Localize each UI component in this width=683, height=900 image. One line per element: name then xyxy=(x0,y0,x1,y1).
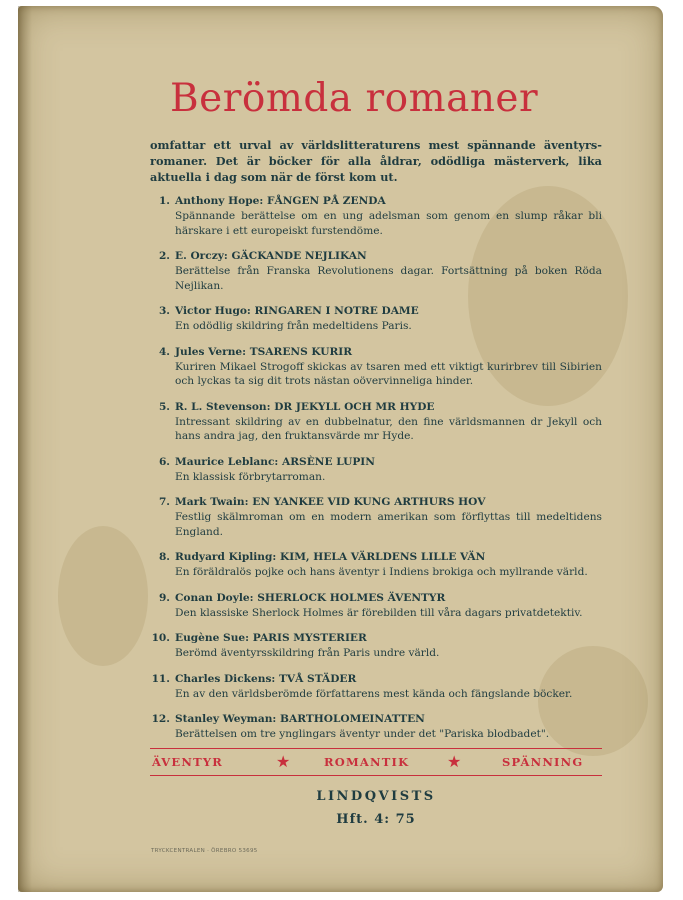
book-author: E. Orczy: xyxy=(175,250,228,262)
book-title: TSARENS KURIR xyxy=(249,345,353,358)
book-number: 10. xyxy=(151,632,170,644)
book-author: Jules Verne: xyxy=(175,345,247,358)
book-description: Berättelse från Franska Revolutionens dagar. Fortsättning på boken Röda Nejlikan. xyxy=(175,265,602,292)
book-description: Berömd äventyrsskildring från Paris undre värld. xyxy=(175,647,440,659)
book-number: 4. xyxy=(158,345,170,358)
book-description: En klassisk förbrytarroman. xyxy=(175,470,326,483)
book-description: En föräldralös pojke och hans äventyr i Indiens brokiga och myllrande värld. xyxy=(175,566,588,578)
book-description: Berättelsen om tre ynglingars äventyr under det "Pariska blodbadet". xyxy=(175,728,550,740)
book-title: FÅNGEN PÅ ZENDA xyxy=(266,195,386,207)
book-heading xyxy=(150,631,602,646)
publisher-name: LINDQVISTS xyxy=(316,789,436,804)
spine-shadow xyxy=(18,6,32,892)
book-back-cover xyxy=(18,6,663,892)
list-item xyxy=(150,631,602,661)
book-title: ARSÈNE LUPIN xyxy=(282,455,375,468)
book-heading xyxy=(150,455,602,470)
book-author: Victor Hugo: xyxy=(175,305,251,317)
book-number: 12. xyxy=(151,713,170,725)
list-item xyxy=(150,495,602,539)
list-item xyxy=(150,712,602,742)
paper-stain xyxy=(58,526,148,666)
book-heading xyxy=(150,712,602,727)
book-number: 6. xyxy=(158,455,170,468)
book-description: Kuriren Mikael Strogoff skickas av tsaren med ett viktigt kurirbrev till Sibirien och lyckas ta sig dit trots nästan oövervinneliga hinder. xyxy=(175,360,602,387)
book-author: Rudyard Kipling: xyxy=(175,551,277,563)
book-author: Stanley Weyman: xyxy=(175,713,277,725)
book-description: Den klassiske Sherlock Holmes är förebilden till våra dagars privatdetektiv. xyxy=(175,606,583,619)
book-heading xyxy=(150,495,602,510)
book-description: Festlig skälmroman om en modern amerikan som förflyttas till medeltidens England. xyxy=(175,511,602,538)
book-title: BARTHOLOMEINATTEN xyxy=(280,713,425,725)
printer-imprint: TRYCKCENTRALEN · ÖREBRO 53695 xyxy=(151,848,258,854)
book-description: En av den världsberömde författarens mest kända och fängslande böcker. xyxy=(175,687,573,700)
book-author: Conan Doyle: xyxy=(175,591,254,604)
list-item xyxy=(150,345,602,389)
intro-paragraph: omfattar ett urval av världslitteraturens mest spännande äventyrsromaner. Det är böcker för alla åldrar, odödliga mästerverk, lika aktuella i dag som när de först kom ut. xyxy=(150,138,602,184)
banner-word-romantik: ROMANTIK xyxy=(324,755,410,769)
book-author: Anthony Hope: xyxy=(175,195,264,207)
book-heading xyxy=(150,194,602,209)
price-label: Hft. 4: 75 xyxy=(336,812,416,827)
book-heading xyxy=(150,249,602,264)
book-description: En odödlig skildring från medeltidens Paris. xyxy=(175,320,412,332)
book-heading xyxy=(150,304,602,319)
star-icon: ★ xyxy=(447,752,462,771)
list-item xyxy=(150,455,602,485)
book-title: PARIS MYSTERIER xyxy=(252,632,367,644)
book-heading xyxy=(150,672,602,687)
book-number: 5. xyxy=(158,400,170,413)
list-item xyxy=(150,672,602,702)
book-title: RINGAREN I NOTRE DAME xyxy=(254,305,419,317)
banner-word-spanning: SPÄNNING xyxy=(502,755,584,769)
book-description: Intressant skildring av en dubbelnatur, den fine världsmannen dr Jekyll och hans andra jag, den fruktansvärde mr Hyde. xyxy=(175,415,602,442)
book-number: 3. xyxy=(158,305,170,317)
book-author: Maurice Leblanc: xyxy=(175,455,279,468)
book-title: GÄCKANDE NEJLIKAN xyxy=(231,250,367,262)
book-title: DR JEKYLL OCH MR HYDE xyxy=(274,400,435,413)
list-item xyxy=(150,550,602,580)
book-author: Charles Dickens: xyxy=(175,672,276,685)
genre-banner xyxy=(150,748,602,776)
book-title: SHERLOCK HOLMES ÄVENTYR xyxy=(257,591,446,604)
book-author: Eugène Sue: xyxy=(175,632,250,644)
book-number: 1. xyxy=(158,195,170,207)
book-number: 2. xyxy=(158,250,170,262)
list-item xyxy=(150,194,602,238)
book-author: R. L. Stevenson: xyxy=(175,400,271,413)
cover-title: Berömda romaner xyxy=(170,76,539,121)
list-item xyxy=(150,304,602,334)
book-title: KIM, HELA VÄRLDENS LILLE VÄN xyxy=(280,551,486,563)
book-heading xyxy=(150,345,602,360)
star-icon: ★ xyxy=(276,752,291,771)
book-description: Spännande berättelse om en ung adelsman som genom en slump råkar bli härskare i ett europeiskt furstendöme. xyxy=(175,210,602,237)
book-heading xyxy=(150,400,602,415)
book-number: 7. xyxy=(158,496,170,508)
book-number: 11. xyxy=(151,672,170,685)
book-heading xyxy=(150,550,602,565)
book-heading xyxy=(150,591,602,606)
list-item xyxy=(150,591,602,621)
book-number: 9. xyxy=(158,591,170,604)
book-title: EN YANKEE VID KUNG ARTHURS HOV xyxy=(252,496,486,508)
book-author: Mark Twain: xyxy=(175,496,249,508)
book-number: 8. xyxy=(158,551,170,563)
book-title: TVÅ STÄDER xyxy=(279,672,357,685)
book-list xyxy=(150,194,602,753)
banner-word-aventyr: ÄVENTYR xyxy=(152,755,224,769)
list-item xyxy=(150,400,602,444)
list-item xyxy=(150,249,602,293)
